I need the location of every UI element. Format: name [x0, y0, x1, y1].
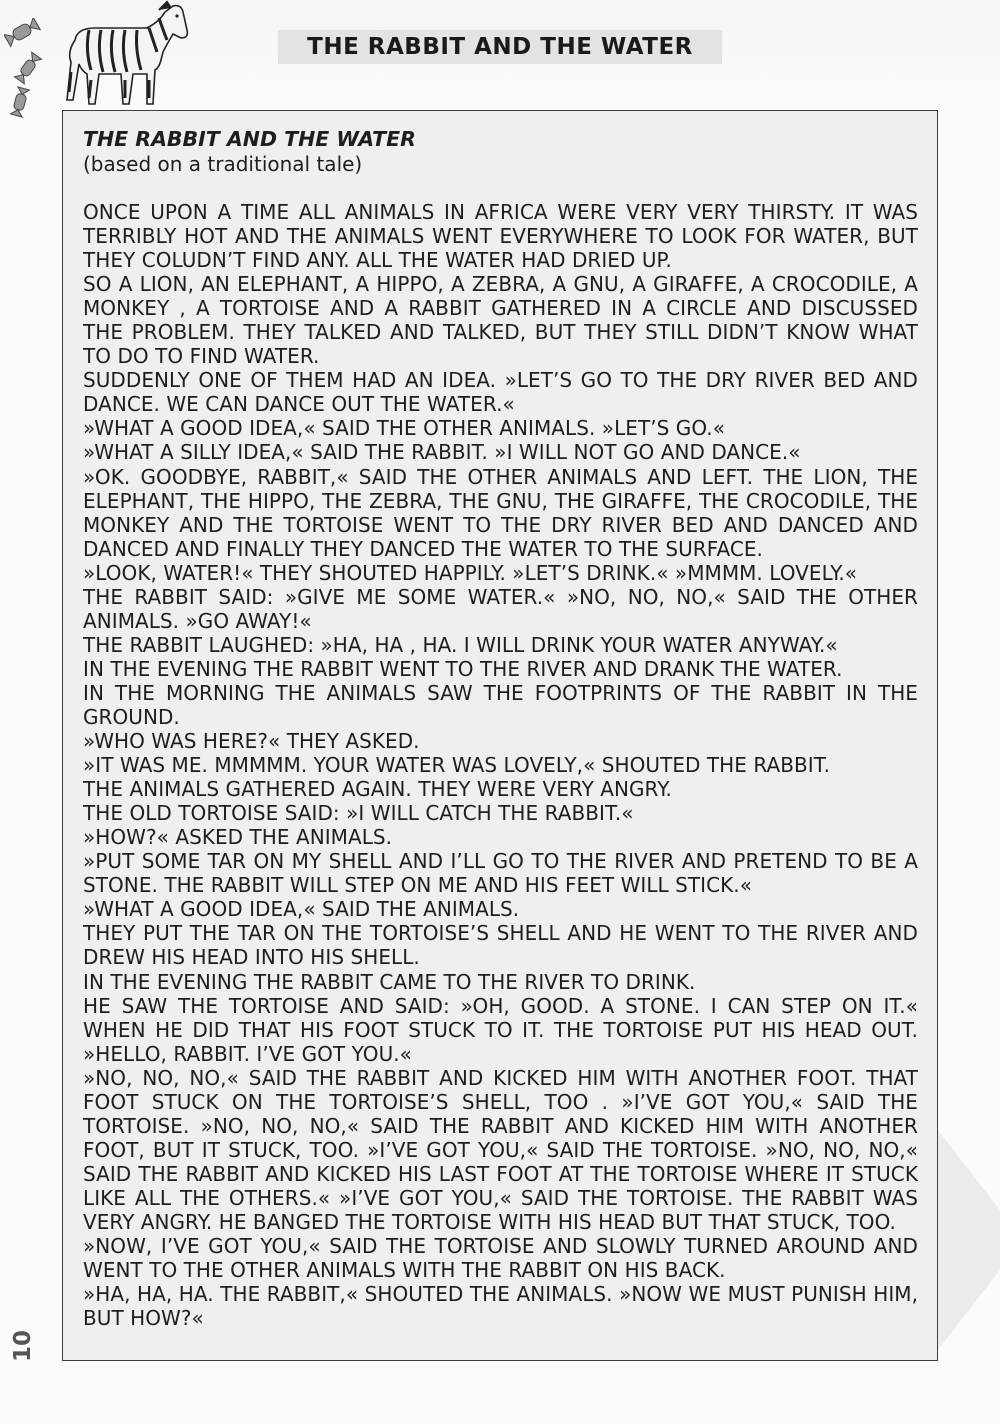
- side-arrow-shape: [930, 1120, 1000, 1360]
- story-title: THE RABBIT AND THE WATER: [83, 127, 416, 151]
- story-paragraph: IN THE MORNING THE ANIMALS SAW THE FOOTPRINTS OF THE RABBIT IN THE GROUND.: [83, 680, 918, 729]
- story-paragraph: »OK. GOODBYE, RABBIT,« SAID THE OTHER ANIMALS AND LEFT. THE LION, THE ELEPHANT, THE HIPPO, THE ZEBRA, THE GNU, THE GIRAFFE, THE CROCODILE, THE MONKEY AND THE TORTOISE WENT TO THE DRY RIVER BED AND DANCED AND DANCED AND FINALLY THEY DANCED THE WATER TO THE SURFACE.: [83, 464, 918, 561]
- story-paragraph: ONCE UPON A TIME ALL ANIMALS IN AFRICA WERE VERY VERY THIRSTY. IT WAS TERRIBLY HOT AND THE ANIMALS WENT EVERYWHERE TO LOOK FOR WATER, BUT THEY COLUDN’T FIND ANY. ALL THE WATER HAD DRIED UP.: [83, 200, 918, 273]
- story-paragraph: THE RABBIT SAID: »GIVE ME SOME WATER.« »NO, NO, NO,« SAID THE OTHER ANIMALS. »GO AWAY!«: [83, 584, 918, 633]
- story-paragraph: »HOW?« ASKED THE ANIMALS.: [83, 825, 393, 850]
- story-paragraph: »NOW, I’VE GOT YOU,« SAID THE TORTOISE AND SLOWLY TURNED AROUND AND WENT TO THE OTHER ANIMALS WITH THE RABBIT ON HIS BACK.: [83, 1234, 918, 1283]
- story-paragraph: »WHAT A GOOD IDEA,« SAID THE OTHER ANIMALS. »LET’S GO.«: [83, 416, 725, 441]
- story-box: [62, 110, 938, 1361]
- story-paragraph: »WHO WAS HERE?« THEY ASKED.: [83, 729, 420, 754]
- page-title: THE RABBIT AND THE WATER: [278, 30, 722, 64]
- story-paragraph: THEY PUT THE TAR ON THE TORTOISE’S SHELL AND HE WENT TO THE RIVER AND DREW HIS HEAD INTO HIS SHELL.: [83, 921, 918, 970]
- story-text: [83, 200, 918, 1330]
- story-paragraph: »HA, HA, HA. THE RABBIT,« SHOUTED THE ANIMALS. »NOW WE MUST PUNISH HIM, BUT HOW?«: [83, 1282, 918, 1331]
- story-paragraph: THE RABBIT LAUGHED: »HA, HA , HA. I WILL DRINK YOUR WATER ANYWAY.«: [83, 632, 838, 657]
- story-paragraph: »WHAT A GOOD IDEA,« SAID THE ANIMALS.: [83, 897, 520, 922]
- story-paragraph: SUDDENLY ONE OF THEM HAD AN IDEA. »LET’S GO TO THE DRY RIVER BED AND DANCE. WE CAN DANCE OUT THE WATER.«: [83, 368, 918, 417]
- story-subtitle: (based on a traditional tale): [83, 152, 363, 176]
- story-paragraph: »IT WAS ME. MMMMM. YOUR WATER WAS LOVELY,« SHOUTED THE RABBIT.: [83, 753, 830, 778]
- story-paragraph: IN THE EVENING THE RABBIT CAME TO THE RIVER TO DRINK.: [83, 969, 696, 994]
- story-paragraph: SO A LION, AN ELEPHANT, A HIPPO, A ZEBRA, A GNU, A GIRAFFE, A CROCODILE, A MONKEY , A TORTOISE AND A RABBIT GATHERED IN A CIRCLE AND DISCUSSED THE PROBLEM. THEY TALKED AND TALKED, BUT THEY STILL DIDN’T KNOW WHAT TO DO TO FIND WATER.: [83, 272, 918, 369]
- story-paragraph: THE OLD TORTOISE SAID: »I WILL CATCH THE RABBIT.«: [83, 801, 634, 826]
- story-paragraph: IN THE EVENING THE RABBIT WENT TO THE RIVER AND DRANK THE WATER.: [83, 656, 843, 681]
- story-paragraph: »NO, NO, NO,« SAID THE RABBIT AND KICKED HIM WITH ANOTHER FOOT. THAT FOOT STUCK ON THE TORTOISE’S SHELL, TOO . »I’VE GOT YOU,« SAID THE TORTOISE. »NO, NO, NO,« SAID THE RABBIT AND KICKED HIM WITH ANOTHER FOOT, BUT IT STUCK, TOO. »I’VE GOT YOU,« SAID THE TORTOISE. »NO, NO, NO,« SAID THE RABBIT AND KICKED HIS LAST FOOT AT THE TORTOISE WHERE IT STUCK LIKE ALL THE OTHERS.« »I’VE GOT YOU,« SAID THE TORTOISE. THE RABBIT WAS VERY ANGRY. HE BANGED THE TORTOISE WITH HIS HEAD BUT THAT STUCK, TOO.: [83, 1065, 918, 1234]
- story-paragraph: »PUT SOME TAR ON MY SHELL AND I’LL GO TO THE RIVER AND PRETEND TO BE A STONE. THE RABBIT WILL STEP ON ME AND HIS FEET WILL STICK.«: [83, 849, 918, 898]
- candy-icon: [4, 18, 56, 118]
- story-paragraph: »LOOK, WATER!« THEY SHOUTED HAPPILY. »LET’S DRINK.« »MMMM. LOVELY.«: [83, 560, 858, 585]
- page-number: 10: [10, 1329, 36, 1362]
- story-paragraph: THE ANIMALS GATHERED AGAIN. THEY WERE VERY ANGRY.: [83, 777, 672, 802]
- zebra-illustration: [55, 0, 190, 112]
- story-paragraph: HE SAW THE TORTOISE AND SAID: »OH, GOOD. A STONE. I CAN STEP ON IT.« WHEN HE DID THAT HIS FOOT STUCK TO IT. THE TORTOISE PUT HIS HEAD OUT. »HELLO, RABBIT. I’VE GOT YOU.«: [83, 993, 918, 1066]
- story-paragraph: »WHAT A SILLY IDEA,« SAID THE RABBIT. »I WILL NOT GO AND DANCE.«: [83, 440, 801, 465]
